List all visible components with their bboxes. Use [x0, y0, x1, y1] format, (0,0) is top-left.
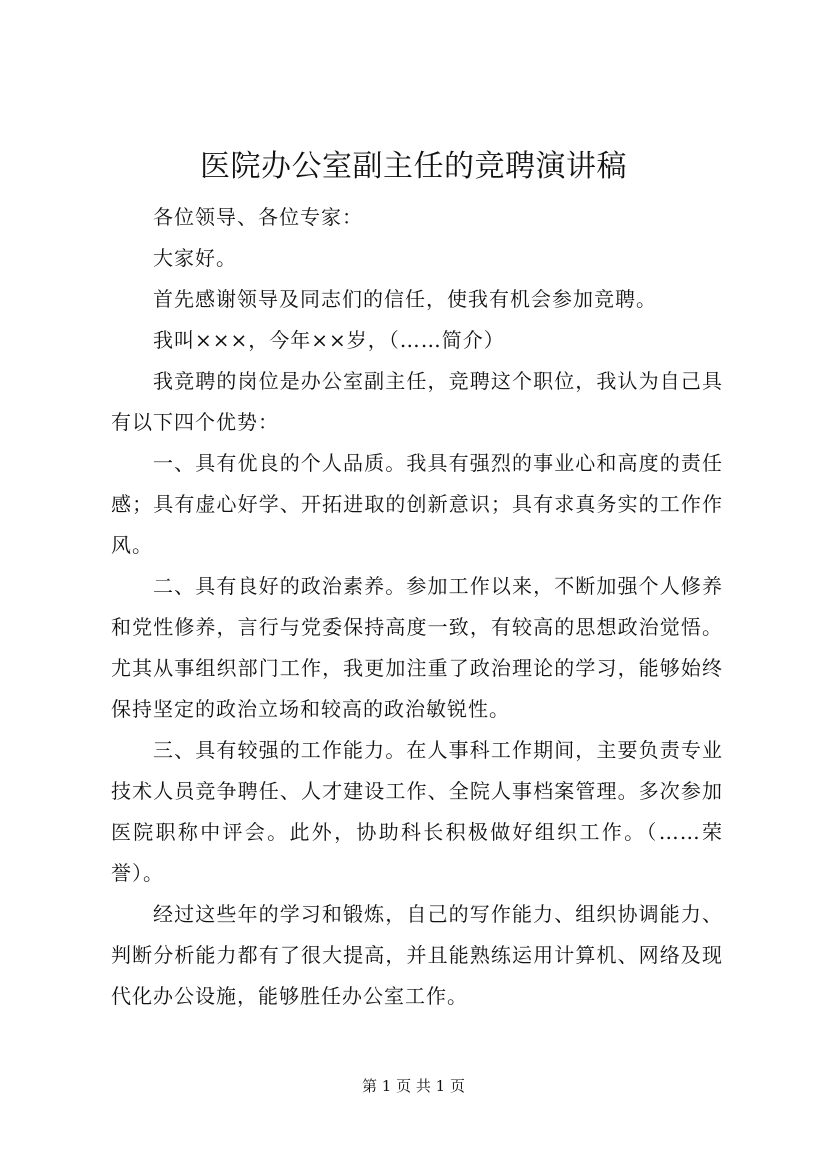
- document-body: [111, 197, 723, 1017]
- paragraph-advantage-three: 三、具有较强的工作能力。在人事科工作期间，主要负责专业技术人员竞争聘任、人才建设工作、全院人事档案管理。多次参加医院职称中评会。此外，协助科长积极做好组织工作。（……荣誉）。: [111, 738, 723, 885]
- document-title: 医院办公室副主任的竞聘演讲稿: [200, 149, 627, 184]
- paragraph-thanks: 首先感谢领导及同志们的信任，使我有机会参加竞聘。: [153, 287, 657, 311]
- paragraph-introduction: 我叫×××，今年××岁，（……简介）: [153, 328, 505, 352]
- paragraph-abilities: 经过这些年的学习和锻炼，自己的写作能力、组织协调能力、判断分析能力都有了很大提高，并且能熟练运用计算机、网络及现代化办公设施，能够胜任办公室工作。: [111, 902, 723, 1008]
- paragraph-position: 我竞聘的岗位是办公室副主任，竞聘这个职位，我认为自己具有以下四个优势：: [111, 369, 723, 434]
- paragraph-greeting-leaders: 各位领导、各位专家：: [153, 205, 363, 229]
- paragraph-advantage-one: 一、具有优良的个人品质。我具有强烈的事业心和高度的责任感；具有虚心好学、开拓进取的创新意识；具有求真务实的工作作风。: [111, 451, 723, 557]
- paragraph-greeting-all: 大家好。: [153, 246, 237, 270]
- page-footer: 第 1 页 共 1 页: [362, 1077, 465, 1095]
- paragraph-advantage-two: 二、具有良好的政治素养。参加工作以来，不断加强个人修养和党性修养，言行与党委保持高度一致，有较高的思想政治觉悟。尤其从事组织部门工作，我更加注重了政治理论的学习，能够始终保持坚定的政治立场和较高的政治敏锐性。: [111, 574, 723, 721]
